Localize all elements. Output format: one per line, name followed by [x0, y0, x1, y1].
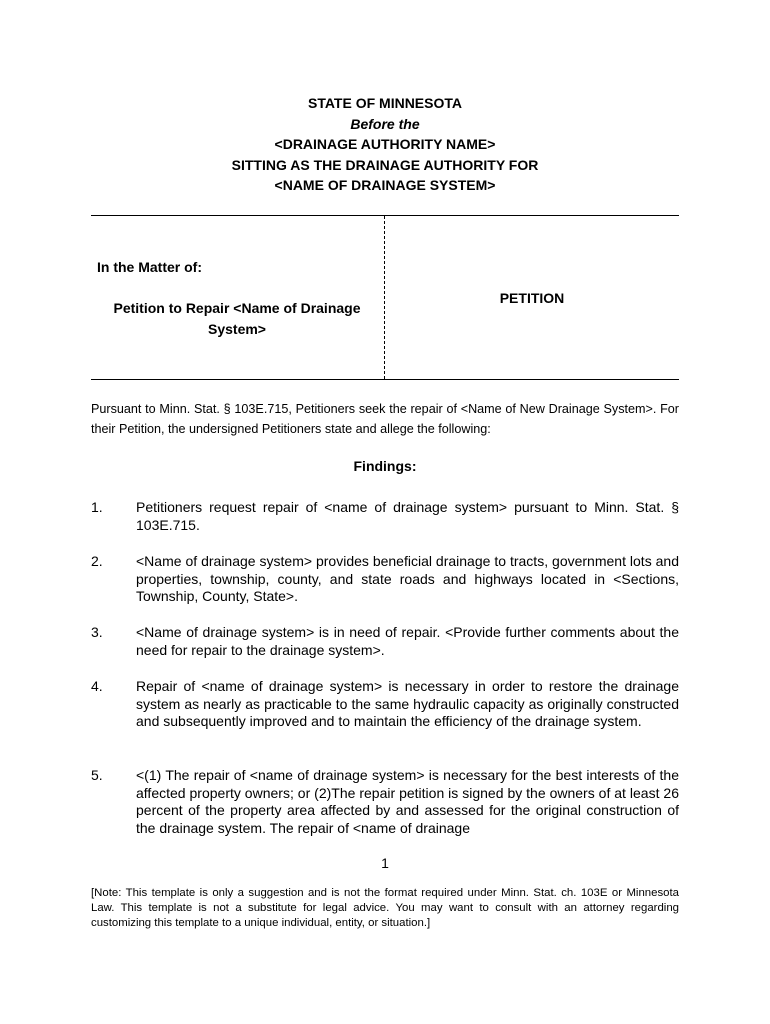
- caption-top-rule: [91, 215, 679, 216]
- finding-item: [91, 767, 679, 837]
- finding-text: Repair of <name of drainage system> is necessary in order to restore the drainage system as nearly as practicable to the same hydraulic capacity as originally constructed and subsequently improved and to maintain the efficiency of the drainage system.: [136, 678, 679, 729]
- finding-text: <Name of drainage system> provides beneficial drainage to tracts, government lots and properties, township, county, and state roads and highways located in <Sections, Township, County, State>.: [136, 553, 679, 604]
- finding-number: 1.: [91, 499, 103, 515]
- template-note: [Note: This template is only a suggestion and is not the format required under Minn. Stat. ch. 103E or Minnesota Law. This template is not a substitute for legal advice. You may want to consult with an attorney regarding customizing this template to a unique individual, entity, or situation.]: [91, 887, 679, 929]
- finding-item: [91, 678, 679, 731]
- finding-number: 3.: [91, 624, 103, 640]
- caption-bottom-rule: [91, 379, 679, 380]
- finding-item: [91, 624, 679, 659]
- finding-number: 2.: [91, 553, 103, 569]
- matter-title: Petition to Repair <Name of Drainage System>: [113, 300, 361, 337]
- header-system-name: <NAME OF DRAINAGE SYSTEM>: [274, 177, 496, 193]
- document-header: [91, 93, 679, 196]
- document-type-label: PETITION: [499, 290, 565, 306]
- finding-number: 5.: [91, 767, 103, 783]
- finding-item: [91, 499, 679, 534]
- header-authority-name: <DRAINAGE AUTHORITY NAME>: [274, 136, 496, 152]
- header-state: STATE OF MINNESOTA: [308, 95, 462, 111]
- findings-heading: Findings:: [353, 458, 417, 474]
- finding-text: <Name of drainage system> is in need of repair. <Provide further comments about the need for repair to the drainage system>.: [136, 624, 679, 658]
- intro-paragraph: Pursuant to Minn. Stat. § 103E.715, Petitioners seek the repair of <Name of New Drainage System>. For their Petition, the undersigned Petitioners state and allege the following:: [91, 402, 679, 436]
- matter-label: In the Matter of:: [97, 259, 202, 275]
- finding-text: <(1) The repair of <name of drainage system> is necessary for the best interests of the affected property owners; or (2)The repair petition is signed by the owners of at least 26 percent of the property area affected by and assessed for the original construction of the drainage system. The repair of <name of drainage: [136, 767, 679, 836]
- finding-item: [91, 553, 679, 606]
- header-sitting-as: SITTING AS THE DRAINAGE AUTHORITY FOR: [231, 156, 539, 173]
- finding-number: 4.: [91, 678, 103, 694]
- header-before: Before the: [350, 115, 420, 132]
- page-number: 1: [381, 855, 389, 871]
- finding-text: Petitioners request repair of <name of drainage system> pursuant to Minn. Stat. § 103E.715.: [136, 499, 679, 533]
